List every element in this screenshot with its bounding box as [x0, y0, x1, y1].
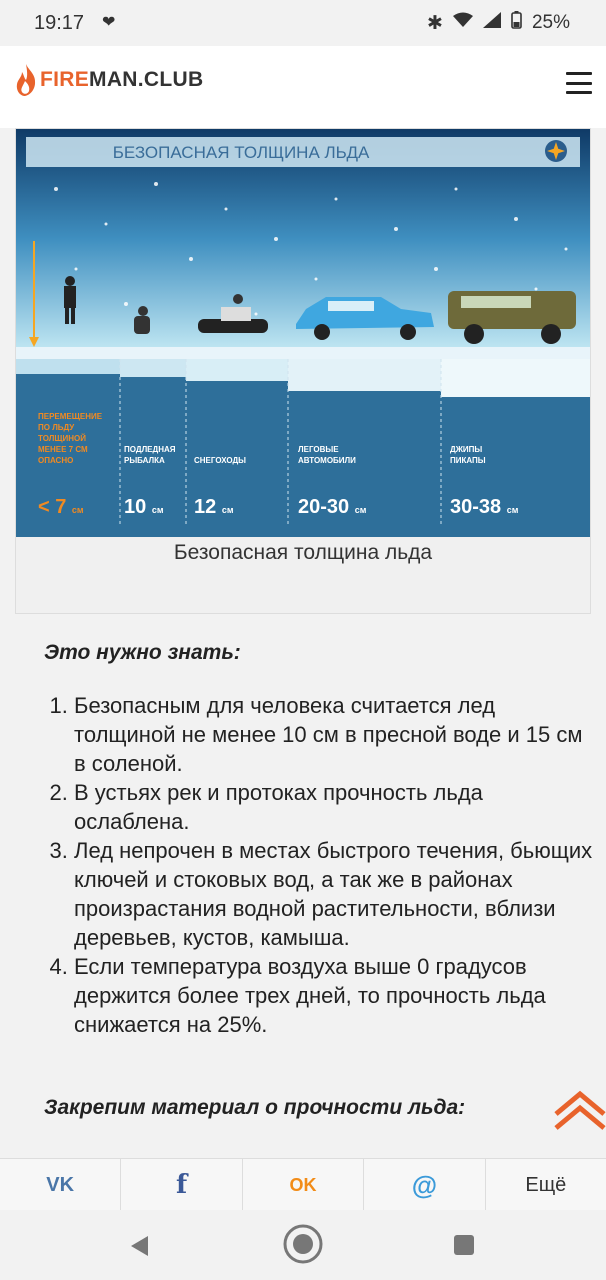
share-bar — [0, 1158, 606, 1211]
thickness-value: 10 см — [124, 496, 164, 518]
logo-text-fire: FIRE — [40, 68, 90, 91]
thickness-unit: см — [221, 505, 234, 515]
thickness-unit: см — [151, 505, 164, 515]
article-content — [44, 638, 594, 1039]
ok-icon: OK — [289, 1174, 317, 1195]
wifi-icon — [453, 12, 473, 34]
heart-icon: ❤ — [102, 14, 116, 31]
status-bar — [0, 0, 606, 46]
column-label: ПИКАПЫ — [450, 456, 486, 465]
share-vk-button[interactable] — [0, 1159, 121, 1211]
column-label: ОПАСНО — [38, 456, 74, 465]
ice-surface — [16, 347, 590, 359]
logo-text — [40, 68, 203, 92]
thickness-value: 20-30 см — [298, 496, 367, 518]
column-label: ПЕРЕМЕЩЕНИЕ — [38, 412, 103, 421]
column-label: ЛЕГОВЫЕ — [298, 445, 339, 454]
emergency-emblem-icon — [545, 140, 567, 162]
battery-icon — [511, 11, 522, 35]
share-facebook-button[interactable] — [121, 1159, 242, 1211]
logo-text-rest: MAN.CLUB — [89, 68, 204, 91]
ice-thickness-infographic[interactable] — [16, 129, 590, 537]
article-subhead: Это нужно знать: — [44, 641, 241, 664]
home-icon[interactable] — [283, 1224, 323, 1264]
article-subhead-2: Закрепим материал о прочности льда: — [44, 1096, 466, 1119]
thickness-unit: см — [71, 505, 84, 515]
column-label: АВТОМОБИЛИ — [298, 456, 356, 465]
signal-icon — [483, 12, 501, 34]
list-item: 2. В устьях рек и протоках прочность льда ослаблена. — [74, 778, 594, 836]
list-item: 1. Безопасным для человека считается лед толщиной не менее 10 см в пресной воде и 15 см в соленой. — [74, 691, 594, 778]
thickness-unit: см — [506, 505, 519, 515]
column-label: ПОДЛЕДНАЯ — [124, 445, 176, 454]
bluetooth-icon: ✱ — [427, 12, 443, 34]
thickness-unit: см — [354, 505, 367, 515]
hamburger-menu-icon[interactable] — [566, 72, 592, 94]
banner-title: БЕЗОПАСНАЯ ТОЛЩИНА ЛЬДА — [112, 143, 370, 162]
at-email-icon: @ — [411, 1169, 438, 1200]
column-label: ПО ЛЬДУ — [38, 423, 75, 432]
site-logo[interactable] — [14, 63, 203, 97]
battery-level: 25% — [531, 12, 570, 33]
article-figure — [15, 128, 591, 614]
recent-apps-icon[interactable] — [454, 1235, 474, 1255]
share-more-button[interactable] — [486, 1159, 606, 1211]
safety-list — [44, 691, 594, 1039]
status-time: 19:17 — [34, 12, 85, 34]
share-more-label: Ещё — [525, 1173, 567, 1196]
status-icons — [427, 11, 570, 35]
scroll-to-top-icon[interactable] — [554, 1088, 606, 1134]
column-label: РЫБАЛКА — [124, 456, 165, 465]
list-item: 4. Если температура воздуха выше 0 градусов держится более трех дней, то прочность льда снижается на 25%. — [74, 952, 594, 1039]
figure-caption: Безопасная толщина льда — [173, 541, 433, 564]
share-email-button[interactable] — [364, 1159, 485, 1211]
share-ok-button[interactable] — [243, 1159, 364, 1211]
list-item: 3. Лед непрочен в местах быстрого течения, бьющих ключей и стоковых вод, а так же в районах произрастания водной растительности, вблизи деревьев, кустов, камыша. — [74, 836, 594, 952]
thickness-value: 30-38 см — [450, 496, 519, 518]
flame-icon — [14, 63, 38, 97]
vk-icon: VK — [46, 1173, 75, 1196]
column-label: ТОЛЩИНОЙ — [38, 434, 86, 443]
back-icon[interactable] — [128, 1234, 152, 1258]
column-label: МЕНЕЕ 7 СМ — [38, 445, 88, 454]
column-label: СНЕГОХОДЫ — [194, 456, 247, 465]
facebook-icon: f — [176, 1170, 188, 1200]
thickness-value: < 7 см — [38, 496, 84, 518]
column-label: ДЖИПЫ — [450, 445, 483, 454]
thickness-value: 12 см — [194, 496, 234, 518]
